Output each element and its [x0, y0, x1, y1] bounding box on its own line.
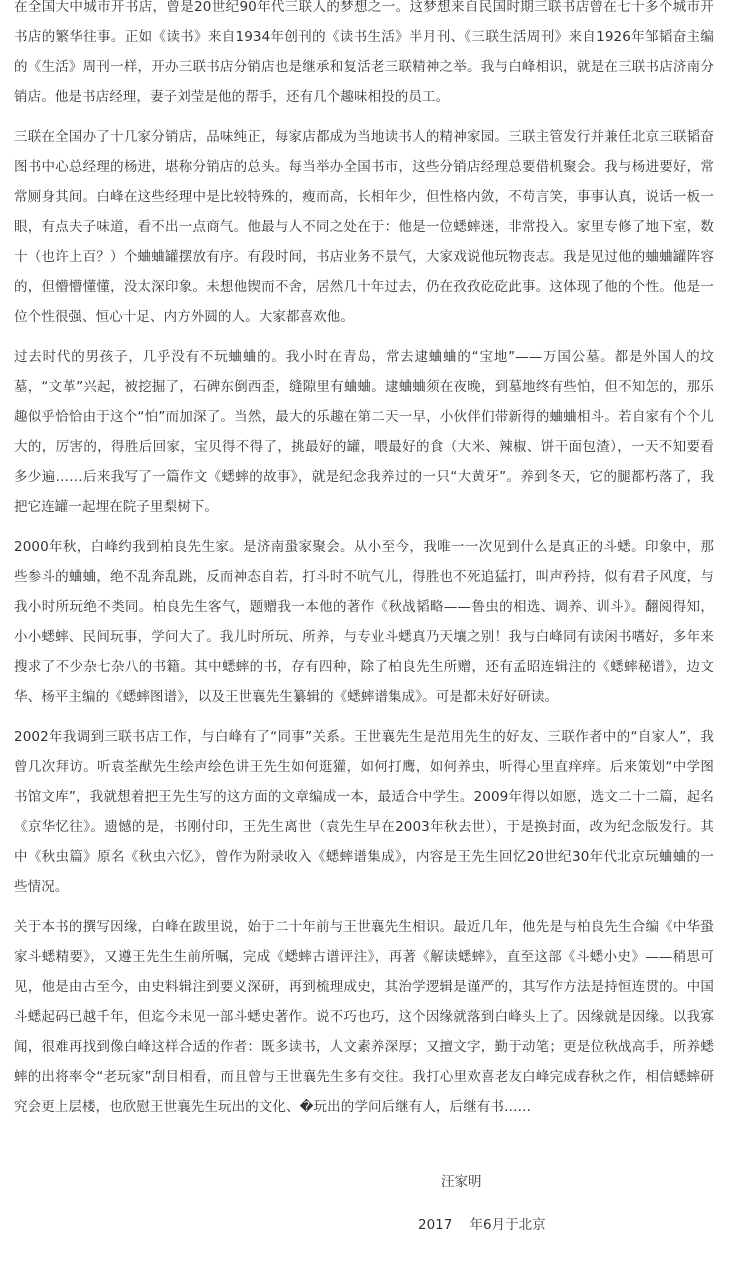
- paragraph-1: 在全国大中城市开书店，曾是20世纪90年代三联人的梦想之一。这梦想来自民国时期三联书店曾在七十多个城市开书店的繁华往事。正如《读书》来自1934年创刊的《读书生活》半月刊、《三联生活周刊》来自1926年邹韬奋主编的《生活》周刊一样，开办三联书店分销店也是继承和复活老三联精神之举。我与白峰相识，就是在三联书店济南分销店。他是书店经理，妻子刘莹是他的帮手，还有几个趣味相投的员工。: [14, 0, 714, 105]
- paragraph-5: 2002年我调到三联书店工作，与白峰有了“同事”关系。王世襄先生是范用先生的好友、三联作者中的“自家人”，我曾几次拜访。听袁荃猷先生绘声绘色讲王先生如何逛獾，如何打鹰，如何养虫，听得心里直痒痒。后来策划“中学图书馆文库”，我就想着把王先生写的这方面的文章编成一本，最适合中学生。2009年得以如愿，选文二十二篇，起名《京华忆往》。遗憾的是，书刚付印，王先生离世（袁先生早在2003年秋去世），于是换封面，改为纪念版发行。其中《秋虫篇》原名《秋虫六忆》，曾作为附录收入《蟋蟀谱集成》，内容是王先生回忆20世纪30年代北京玩蛐蛐的一些情况。: [14, 729, 714, 895]
- paragraph-4: 2000年秋，白峰约我到柏良先生家。是济南蛩家聚会。从小至今，我唯一一次见到什么是真正的斗蟋。印象中，那些参斗的蛐蛐，绝不乱奔乱跳，反而神态自若，打斗时不吭气儿，得胜也不死追猛打，叫声矜持，似有君子风度，与我小时所玩绝不类同。柏良先生客气，题赠我一本他的著作《秋战韬略——鲁虫的相选、调养、训斗》。翻阅得知，小小蟋蟀、民间玩事，学问大了。我儿时所玩、所养，与专业斗蟋真乃天壤之别！我与白峰同有读闲书嗜好，多年来搜求了不少杂七杂八的书籍。其中蟋蟀的书，存有四种，除了柏良先生所赠，还有孟昭连辑注的《蟋蟀秘谱》，边文华、杨平主编的《蟋蟀图谱》，以及王世襄先生纂辑的《蟋蟀谱集成》。可是都未好好研读。: [14, 539, 714, 705]
- article-body: [14, 0, 714, 1132]
- paragraph-2: 三联在全国办了十几家分销店，品味纯正，每家店都成为当地读书人的精神家园。三联主管发行并兼任北京三联韬奋图书中心总经理的杨进，堪称分销店的总头。每当举办全国书市，这些分销店经理总要借机聚会。我与杨进要好，常常厕身其间。白峰在这些经理中是比较特殊的，瘦而高，长相年少，但性格内敛，不苟言笑，事事认真，说话一板一眼，有点夫子味道，看不出一点商气。他最与人不同之处在于：他是一位蟋蟀迷，非常投入。家里专修了地下室，数十（也许上百？）个蛐蛐罐摆放有序。有段时间，书店业务不景气，大家戏说他玩物丧志。我是见过他的蛐蛐罐阵容的，但懵懵懂懂，没太深印象。未想他锲而不舍，居然几十年过去，仍在孜孜矻矻此事。这体现了他的个性。他是一位个性很强、恒心十足、内方外圆的人。大家都喜欢他。: [14, 129, 714, 325]
- paragraph-6: 关于本书的撰写因缘，白峰在跋里说，始于二十年前与王世襄先生相识。最近几年，他先是与柏良先生合编《中华蛩家斗蟋精要》，又遵王先生生前所嘱，完成《蟋蟀古谱评注》，再著《解读蟋蟀》，直至这部《斗蟋小史》——稍思可见，他是由古至今，由史料辑注到要义深研，再到梳理成史，其治学逻辑是谨严的，其写作方法是持恒连贯的。中国斗蟋起码已越千年，但迄今未见一部斗蟋史著作。说不巧也巧，这个因缘就落到白峰头上了。因缘就是因缘。以我寡闻，很难再找到像白峰这样合适的作者：既多读书，人文素养深厚；又擅文字，勤于动笔；更是位秋战高手，所养蟋蟀的出将率令“老玩家”刮目相看，而且曾与王世襄先生多有交往。我打心里欢喜老友白峰完成春秋之作，相信蟋蟀研究会更上层楼，也欣慰王世襄先生玩出的文化、�玩出的学问后继有人，后继有书……: [14, 919, 714, 1115]
- signature-date: 2017 年6月于北京: [418, 1217, 546, 1233]
- author-signature: 汪家明: [441, 1174, 482, 1190]
- paragraph-3: 过去时代的男孩子，几乎没有不玩蛐蛐的。我小时在青岛，常去逮蛐蛐的“宝地”——万国公墓。都是外国人的坟墓，“文革”兴起，被挖掘了，石碑东倒西歪，缝隙里有蛐蛐。逮蛐蛐须在夜晚，到墓地终有些怕，但不知怎的，那乐趣似乎恰恰由于这个“怕”而加深了。当然，最大的乐趣在第二天一早，小伙伴们带新得的蛐蛐相斗。若自家有个个儿大的，厉害的，得胜后回家，宝贝得不得了，挑最好的罐，喂最好的食（大米、辣椒、饼干面包渣），一天不知要看多少遍……后来我写了一篇作文《蟋蟀的故事》，就是纪念我养过的一只“大黄牙”。养到冬天，它的腿都朽落了，我把它连罐一起埋在院子里梨树下。: [14, 349, 714, 515]
